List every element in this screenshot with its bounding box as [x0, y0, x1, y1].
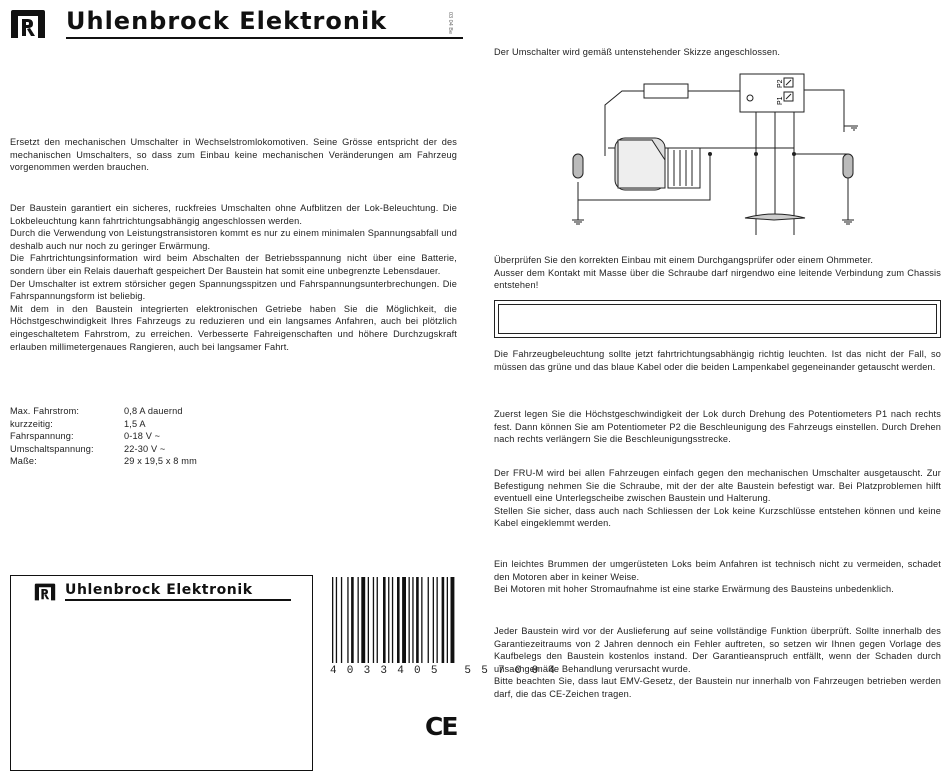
hum-text-2: Bei Motoren mit hoher Stromaufnahme ist eine starke Erwärmung des Bausteins unbedenklich.: [494, 584, 894, 595]
barcode-bar: [416, 577, 419, 663]
feature-paragraph: Die Fahrtrichtungsinformation wird beim Abschalten der Betriebsspannung nicht über eine Batterie, sondern über ein Relais dauerhaft gespeichert Der Baustein hat somit eine unbegrenzte Lebensdauer.: [10, 253, 457, 276]
barcode-bar: [428, 577, 429, 663]
barcode-bar: [421, 577, 422, 663]
barcode-bar: [392, 577, 393, 663]
spec-label: Umschaltspannung:: [10, 443, 94, 454]
spec-row: [10, 405, 310, 418]
diagram-caption: Der Umschalter wird gemäß untenstehender Skizze angeschlossen.: [494, 47, 781, 57]
install-text-2: Stellen Sie sicher, dass auch nach Schliessen der Lok keine Kurzschlüsse entstehen können und keine Kabel eingeklemmt werden.: [494, 505, 941, 529]
barcode-bar: [351, 577, 354, 663]
light-text: Die Fahrzeugbeleuchtung sollte jetzt fahrtrichtungsabhängig richtig leuchten. Ist das nicht der Fall, so müssen das grüne und das blaue Kabel oder die beiden Lampenkabel gegeneinander getauscht werden.: [494, 349, 941, 372]
spec-value: 29 x 19,5 x 8 mm: [124, 456, 197, 467]
label-brand-name: Uhlenbrock Elektronik: [65, 582, 253, 598]
check-warning: Ausser dem Kontakt mit Masse über die Schraube darf nirgendwo eine leitende Verbindung zum Chassis entstehen!: [494, 267, 941, 291]
barcode-bar: [447, 577, 448, 663]
wiring-diagram: [560, 70, 870, 235]
resistor: [644, 84, 688, 98]
barcode-bars: [330, 577, 458, 667]
hum-text: Ein leichtes Brummen der umgerüsteten Loks beim Anfahren ist technisch nicht zu vermeiden, schadet den Motoren aber in keiner Weise.: [494, 559, 941, 582]
spec-row: [10, 443, 310, 456]
lamp-right: [843, 154, 853, 178]
barcode-bar: [409, 577, 410, 663]
barcode-bar: [336, 577, 337, 663]
feature-paragraph: Durch die Verwendung von Leistungstransistoren kommt es nur zu einem minimalen Spannungsabfall und deshalb auch nur noch zu geringer Erwärmung.: [10, 228, 457, 251]
spec-value: 0-18 V ~: [124, 431, 161, 442]
spec-label: Max. Fahrstrom:: [10, 406, 80, 416]
barcode-bar: [361, 577, 365, 663]
feature-paragraph: Der Baustein garantiert ein sicheres, ruckfreies Umschalten ohne Aufblitzen der Lok-Beleuchtung. Die Lokbeleuchtung kann fahrtrichtungsabhängig angeschlossen werden.: [10, 203, 457, 226]
barcode-digits: 4 0 3 3 4 0 5 5 5 7 0 0 4: [330, 665, 557, 677]
document-code: 03 04 Be: [447, 12, 453, 35]
module-box: [740, 74, 804, 112]
brand-name: Uhlenbrock Elektronik: [66, 7, 388, 35]
feature-paragraph: Mit dem in den Baustein integrierten elektronischen Getriebe haben Sie die Möglichkeit, die Höchstgeschwindigkeit Ihres Fahrzeugs zu reduzieren und ein langsames Anfahren, auch bei plötzlich eingeschaltetem Fahrstrom, zu erreichen. Verbesserte Fahreigenschaften und höhere Durchzugskraft erlauben millimetergenaues Rangieren, auch bei langsamer Fahrt.: [10, 303, 457, 352]
spec-label: Fahrspannung:: [10, 431, 74, 442]
install-text: Der FRU-M wird bei allen Fahrzeugen einfach gegen den mechanischen Umschalter ausgetauscht. Zur Befestigung nehmen Sie die Schraube, mit der der alte Baustein befestigt war. Bei Platzproblemen hilft eventuell eine Unterlegscheibe zwischen Baustein und Halterung.: [494, 468, 941, 504]
intro-text: Ersetzt den mechanischen Umschalter in Wechselstromlokomotiven. Seine Grösse entspricht der des mechanischen Umschalters, so dass zum Einbau keine mechanischen Veränderungen am Fahrzeug vorgenommen werden brauchen.: [10, 137, 457, 173]
barcode-bar: [347, 577, 348, 663]
spec-row: [10, 418, 310, 431]
lamp-left: [573, 154, 583, 178]
check-text: Überprüfen Sie den korrekten Einbau mit einem Durchgangsprüfer oder einem Ohmmeter.: [494, 255, 874, 265]
barcode-bar: [388, 577, 389, 663]
barcode-bar: [397, 577, 400, 663]
potentiometer-p1: [784, 92, 793, 101]
spec-label: Maße:: [10, 456, 37, 467]
barcode-bar: [412, 577, 413, 663]
barcode-bar: [383, 577, 386, 663]
barcode-bar: [358, 577, 359, 663]
warranty-text: Jeder Baustein wird vor der Auslieferung auf seine vollständige Funktion überprüft. Sollte innerhalb des Garantiezeitraums von 2 Jahren dennoch ein Fehler auftreten, so setzen wir Ihnen gegen Vorlage des Kaufbelegs den Baustein kostenlos instand. Der Garantieanspruch entfällt, wenn der Schaden durch unsachgemäße Behandlung verursacht wurde.: [494, 626, 941, 674]
emv-text: Bitte beachten Sie, dass laut EMV-Gesetz, der Baustein nur innerhalb von Fahrzeugen betrieben werden darf, die das CE-Zeichen tragen.: [494, 676, 941, 699]
p2-label: P2: [777, 79, 784, 88]
potentiometer-p2: [784, 78, 793, 87]
barcode-bar: [451, 577, 455, 663]
p1-label: P1: [777, 96, 784, 105]
spec-value: 1,5 A: [124, 418, 146, 429]
spec-label: kurzzeitig:: [10, 418, 54, 429]
barcode-bar: [341, 577, 342, 663]
logo-icon: [33, 582, 57, 602]
empty-frame: [494, 300, 941, 338]
speed-text: Zuerst legen Sie die Höchstgeschwindigkeit der Lok durch Drehung des Potentiometers P1 nach rechts fest. Dann können Sie am Potentiometer P2 die Beschleunigung des Fahrzeugs einstellen. Durch Drehen nach rechts verlängern Sie die Beschleunigungsstrecke.: [494, 409, 941, 445]
barcode-bar: [368, 577, 369, 663]
barcode-bar: [373, 577, 374, 663]
barcode-bar: [433, 577, 434, 663]
label-box: [10, 575, 313, 771]
spec-table: [10, 405, 310, 468]
barcode: [330, 577, 557, 677]
ce-mark: [425, 712, 456, 741]
feature-paragraph: Der Umschalter ist extrem störsicher gegen Spannungsspitzen und Fahrspannungsunterbrechungen. Die Fahrspannungsform ist beliebig.: [10, 278, 457, 302]
barcode-bar: [437, 577, 438, 663]
barcode-bar: [402, 577, 406, 663]
logo-icon: [8, 8, 48, 40]
brand-logo: [8, 6, 468, 42]
spec-value: 22-30 V ~: [124, 443, 166, 454]
barcode-bar: [377, 577, 378, 663]
ce-mark-text: CE: [425, 712, 457, 741]
spec-value: 0,8 A dauernd: [124, 406, 183, 416]
barcode-bar: [332, 577, 333, 663]
spec-row: [10, 430, 310, 443]
spec-row: [10, 455, 310, 468]
barcode-bar: [442, 577, 445, 663]
